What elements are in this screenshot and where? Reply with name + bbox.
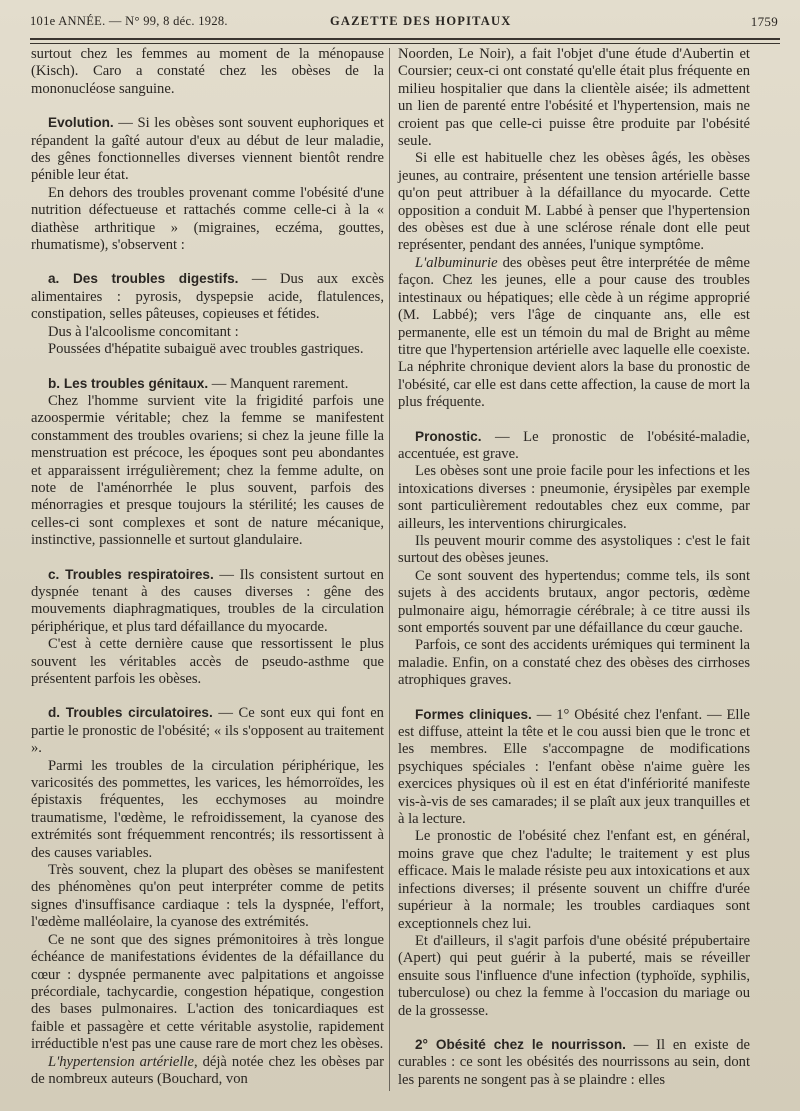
paragraph-text: , déjà notée chez les obèses par de nombreux auteurs (Bouchard, von — [31, 1053, 384, 1087]
right-column — [398, 46, 750, 1089]
paragraph: Si elle est habituelle chez les obèses âgés, les obèses jeunes, au contraire, présentent une tension artérielle basse qu'on peut attribuer à la défaillance du myocarde. Cette opposition a conduit M. Labbé à penser que l'hypertension des obèses est due à une sclérose rénale dont elle peut représenter, pendant des années, l'unique symptôme. — [398, 150, 750, 254]
section-text: — Il en existe de curables : ce sont les obésités des nourrissons au sein, dont les parents ne songent pas à se plaindre : elles — [398, 1036, 751, 1088]
issue-info: 101e ANNÉE. — N° 99, 8 déc. 1928. — [30, 14, 228, 28]
header-rule — [30, 38, 780, 44]
italic-term: L'albuminurie — [415, 254, 498, 271]
section-heading: Evolution. — [48, 115, 114, 131]
paragraph-gap — [398, 690, 750, 706]
paragraph-gap — [398, 412, 750, 428]
paragraph: Les obèses sont une proie facile pour les infections et les intoxications diverses : pneumonie, érysipèles par exemple sont particulièrement redoutables chez eux comme, par ailleurs, les interventions chirurgicales. — [398, 463, 750, 532]
section-paragraph — [31, 114, 384, 185]
section-text: — Ils consistent surtout en dyspnée tenant à des causes diverses : gêne des mouvements diaphragmatiques, troubles de la circulation périphérique, et plus tard défaillance du myocarde. — [31, 566, 384, 635]
section-text: — Le pronostic de l'obésité-maladie, accentuée, est grave. — [398, 428, 750, 462]
paragraph — [398, 255, 750, 412]
paragraph-gap — [31, 359, 384, 375]
paragraph: Poussées d'hépatite subaiguë avec troubles gastriques. — [48, 341, 364, 358]
section-heading: Formes cliniques. — [415, 706, 532, 722]
section-heading: 2° Obésité chez le nourrisson. — [415, 1036, 626, 1052]
paragraph: Très souvent, chez la plupart des obèses se manifestent des phénomènes qu'on peut interpréter comme de petits signes d'insuffisance cardiaque : tels la dyspnée, l'effort, l'œdème malléolaire, la cyanose des extrémités. — [31, 862, 384, 931]
section-text: — 1° Obésité chez l'enfant. — Elle est diffuse, atteint la tête et le cou aussi bien que le tronc et les membres. Elle s'accompagne de modifications psychiques spéciales : l'enfant obèse n'aime guère les exercices physiques où il est en état d'infériorité manifeste vis-à-vis de ses camarades; il se plaît aux jeux tranquilles et à la lecture. — [398, 706, 750, 828]
journal-title: GAZETTE DES HOPITAUX — [330, 14, 512, 28]
section-text: — Manquent rarement. — [208, 375, 349, 392]
paragraph: Dus à l'alcoolisme concomitant : — [48, 323, 239, 340]
paragraph-gap — [31, 550, 384, 566]
section-heading: c. Troubles respiratoires. — [48, 566, 214, 582]
section-text: — Dus aux excès alimentaires : pyrosis, dyspepsie acide, flatulences, constipation, selles pâteuses, copieuses et fétides. — [31, 271, 384, 323]
section-paragraph — [398, 1036, 750, 1089]
paragraph-gap — [398, 1020, 750, 1036]
section-paragraph — [31, 270, 384, 323]
section-paragraph — [31, 375, 384, 393]
section-heading: d. Troubles circulatoires. — [48, 705, 213, 721]
section-heading: Pronostic. — [415, 428, 482, 444]
paragraph-gap — [31, 254, 384, 270]
column-divider — [389, 48, 390, 1091]
paragraph-text: des obèses peut être interprétée de même façon. Chez les jeunes, elle a pour cause des troubles intestinaux ou hépatiques; elle cède à un régime approprié (M. Labbé); vers l'âge de cinquante ans, elle est permanente, elle est un témoin du mal de Bright au même titre que l'hypertension artérielle avec laquelle elle coexiste. La néphrite chronique devient alors la base du pronostic de l'obésité, car elle est dans cette affection, la cause de mort la plus fréquente. — [398, 254, 750, 411]
left-column — [31, 46, 384, 1088]
paragraph: Et d'ailleurs, il s'agit parfois d'une obésité prépubertaire (Apert) qui peut guérir à la puberté, mais se réveiller ensuite sous l'influence d'une infection (typhoïde, syphilis, tuberculose) ou chez la femme à l'occasion du mariage ou de la grossesse. — [398, 932, 750, 1019]
section-paragraph — [398, 428, 750, 464]
section-text: — Ce sont eux qui font en partie le pronostic de l'obésité; « ils s'opposent au traitement ». — [31, 705, 384, 757]
section-text: — Si les obèses sont souvent euphoriques et répandent la gaîté autour d'eux au début de leur maladie, des gênes fonctionnelles diverses viennent bientôt rendre pénible leur état. — [31, 115, 384, 184]
paragraph: En dehors des troubles provenant comme l'obésité d'une nutrition défectueuse et rattachés comme celle-ci à la « diathèse arthritique » (migraines, eczéma, gouttes, rhumatisme), s'observent : — [31, 184, 384, 254]
paragraph: Chez l'homme survient vite la frigidité parfois une azoospermie véritable; chez la femme se manifestent constamment des troubles ovariens; si chez la jeune fille la menstruation est précoce, les époques sont peu abondantes et apparaissent irrégulièrement; chez la femme adulte, on note de l'aménorrhée le plus souvent, parfois des ménorragies et presque toujours la stérilité; les causes de celles-ci sont complexes et sont de nature mécanique, instinctive, passionnelle et surtout glandulaire. — [31, 392, 384, 549]
running-header — [30, 10, 778, 32]
section-heading: a. Des troubles digestifs. — [48, 271, 239, 287]
paragraph: Ce ne sont que des signes prémonitoires à très longue échéance de manifestations évidentes de la défaillance du cœur : dyspnée permanente avec palpitations et angoisse précordiale, tachycardie, congestion hépatique, congestion des bases pulmonaires. L'action des tonicardiaques est faible et passagère et cette véritable asystolie, rapidement irréductible n'est pas une cause rare de mort chez les obèses. — [31, 931, 384, 1053]
paragraph-gap — [31, 98, 384, 114]
paragraph-gap — [31, 688, 384, 704]
paragraph: C'est à cette dernière cause que ressortissent le plus souvent les véritables accès de pseudo-asthme que présentent parfois les obèses. — [31, 636, 384, 687]
paragraph-continuation: Noorden, Le Noir), a fait l'objet d'une étude d'Aubertin et Coursier; ceux-ci ont constaté qu'elle était plus fréquente en milieu hospitalier que dans la clientèle aisée; ils admettent un lien de parenté entre l'obésité et l'hypertension, mais ne croient pas que celle-ci puisse être produite par l'obésité seule. — [398, 46, 750, 150]
paragraph: Parfois, ce sont des accidents urémiques qui terminent la maladie. Enfin, on a constaté chez des obèses des cirrhoses atrophiques graves. — [398, 637, 750, 689]
section-heading: b. Les troubles génitaux. — [48, 375, 209, 391]
paragraph: Ils peuvent mourir comme des asystoliques : c'est le fait surtout des obèses jeunes. — [398, 532, 750, 567]
paragraph-continuation: surtout chez les femmes au moment de la ménopause (Kisch). Caro a constaté chez les obèses de la mononucléose sanguine. — [31, 46, 384, 97]
page-number: 1759 — [750, 14, 778, 29]
paragraph — [31, 1054, 384, 1089]
section-paragraph — [398, 706, 750, 829]
paragraph: Le pronostic de l'obésité chez l'enfant est, en général, moins grave que chez l'adulte; le traitement y est plus efficace. Mais le malade résiste peu aux intoxications et aux infections diverses; il présente souvent un chiffre d'urée supérieur à la normale; les troubles cardiaques sont exceptionnels chez lui. — [398, 828, 750, 932]
section-paragraph — [31, 704, 384, 757]
section-paragraph — [31, 566, 384, 637]
paragraph: Parmi les troubles de la circulation périphérique, les varicosités des pommettes, les varices, les hémorroïdes, les épistaxis fréquentes, les ecchymoses au moindre traumatisme, l'œdème, le refroidissement, la cyanose des extrémités sont fréquemment rencontrés; ils ressortissent à des causes variables. — [31, 757, 384, 861]
paragraph: Ce sont souvent des hypertendus; comme tels, ils sont sujets à des accidents brutaux, angor pectoris, œdème pulmonaire aigu, hémorragie cérébrale; à ce titre aussi ils sont emportés souvent par une défaillance du cœur gauche. — [398, 567, 750, 636]
italic-term: L'hypertension artérielle — [48, 1053, 194, 1070]
